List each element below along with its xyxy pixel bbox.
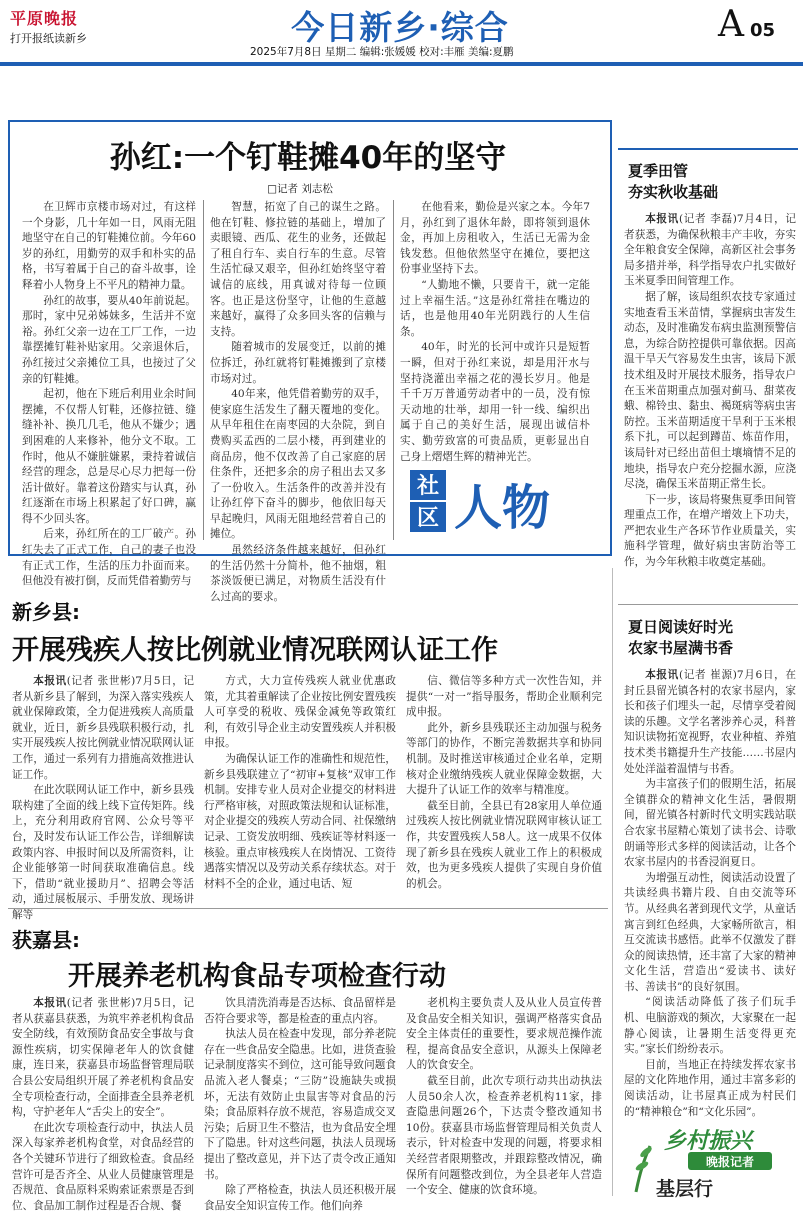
header-rule bbox=[0, 62, 803, 66]
paragraph: 方式，大力宣传残疾人就业优惠政策，尤其着重解读了企业按比例安置残疾人可享受的税收、残保金减免等政策红利，有效引导企业主动安置残疾人并积极申报。 bbox=[204, 675, 396, 750]
story2-col-3 bbox=[406, 674, 602, 892]
story3-title: 开展养老机构食品专项检查行动 bbox=[68, 961, 446, 992]
masthead-logo: 平原晚报 bbox=[10, 9, 79, 28]
feature-col-1 bbox=[22, 200, 196, 590]
side1-title-2: 夯实秋收基础 bbox=[628, 183, 719, 201]
story2-kicker: 新乡县: bbox=[12, 600, 80, 624]
page-number-letter: A bbox=[718, 4, 744, 45]
paragraph: 饮具清洗消毒是否达标、食品留样是否符合要求等，都是检查的重点内容。 bbox=[204, 997, 396, 1025]
rural-badge bbox=[630, 1122, 796, 1198]
paragraph-text: 7月4日，记者获悉，为确保秋粮丰产丰收，夯实全年粮食安全保障，高新区社会事务局多措并举，科学指导农户扎实做好玉米夏季田间管理工作。 bbox=[624, 213, 796, 288]
paragraph bbox=[624, 212, 796, 290]
feature-col-3 bbox=[400, 200, 590, 465]
story2-title: 开展残疾人按比例就业情况联网认证工作 bbox=[12, 635, 498, 666]
side2-title-1: 夏日阅读好时光 bbox=[628, 618, 734, 636]
paragraph: 40年来，他凭借着勤劳的双手，使家庭生活发生了翻天覆地的变化。从早年租住在南枣园的大杂院，到自费购买孟西的二层小楼，再到建业的商品房，他不仅改善了自己家庭的居住条件，还把多余的房子租出去又多了一份收入。生活条件的改善并没有让孙红停下奋斗的脚步，他依旧每天早起晚归，风雨无阻地经营着自己的摊位。 bbox=[210, 388, 386, 541]
page-number-digits: 05 bbox=[750, 20, 776, 41]
story2-col-2 bbox=[204, 674, 396, 892]
paragraph: 执法人员在检查中发现，部分养老院存在一些食品安全隐患。比如，进货查验记录制度落实不到位，这可能导致问题食品流入老人餐桌；“三防”设施缺失或损坏，无法有效防止虫鼠害等对食品的污染；食品原料存放不规范，容易造成交叉污染；后厨卫生不整洁，也为食品安全埋下了隐患。针对这些问题，执法人员现场提出了整改意见，并下达了责令改正通知书。 bbox=[204, 1028, 396, 1181]
dateline-tag: 本报讯 bbox=[645, 213, 679, 225]
reporter-note: (记者 崔源) bbox=[678, 669, 737, 681]
paragraph: 虽然经济条件越来越好，但孙红的生活仍然十分简朴，他不抽烟，粗茶淡饭便已满足，对物质生活没有什么过高的要求。 bbox=[210, 544, 386, 603]
reporter-note: (记者 张世彬) bbox=[66, 997, 136, 1009]
paragraph: 在他看来，勤俭是兴家之本。今年7月，孙红到了退休年龄，即将领到退休金，再加上房租收入，生活已无需为金钱发愁。但他依然坚守在摊位，要把这份事业坚持下去。 bbox=[400, 201, 590, 276]
dateline-tag: 本报讯 bbox=[33, 997, 67, 1009]
paragraph bbox=[624, 668, 796, 777]
story3-kicker: 获嘉县: bbox=[12, 928, 80, 952]
reporter-note: (记者 张世彬) bbox=[66, 675, 136, 687]
story3-col-3 bbox=[406, 996, 602, 1200]
paragraph bbox=[12, 996, 194, 1121]
paragraph: 在此次联网认证工作中，新乡县残联构建了全面的线上线下宣传矩阵。线上，充分利用政府官网、公众号等平台，及时发布认证工作公告，详细解读政策内容、申报时间以及所需资料，让企业能够第一时间获取准确信息。线下，借助“就业援助月”、招聘会等活动，通过展板展示、手册发放、现场讲解等 bbox=[12, 784, 194, 921]
paragraph: 在卫辉市京楼市场对过，有这样一个身影，几十年如一日，风雨无阻地坚守在自己的钉鞋摊位前。今年60岁的孙红，用勤劳的双手和朴实的品格，书写着属于自己的奋斗故事，诠释着小人物身上不平凡的精神力量。 bbox=[22, 201, 196, 291]
paragraph: 目前，当地正在持续发挥农家书屋的文化阵地作用，通过丰富多彩的阅读活动，让书屋真正成为村民们的“精神粮仓”和“文化乐园”。 bbox=[624, 1058, 796, 1118]
paragraph-text: 7月5日，记者从新乡县了解到，为深入落实残疾人就业保障政策，全力促进残疾人高质量就业，近日，新乡县残联积极行动，扎实开展残疾人按比例就业情况联网认证工作，通过一系列有力措施高效推进认证工作。 bbox=[12, 675, 195, 781]
story3-col-2 bbox=[204, 996, 396, 1212]
paragraph: 截至目前，此次专项行动共出动执法人员50余人次，检查养老机构11家，排查隐患问题26个，下达责令整改通知书10份。获嘉县市场监督管理局相关负责人表示，针对检查中发现的问题，将要求相关经营者限期整改，并跟踪整改情况，确保所有问题整改到位，为全县老年人营造一个安全、健康的饮食环境。 bbox=[406, 1074, 602, 1197]
paragraph: 智慧，拓宽了自己的谋生之路。他在钉鞋、修拉链的基础上，增加了卖眼镜、西瓜、花生的业务，还做起了租自行车、卖自行车的生意。尽管生活忙碌又艰辛，但孙红始终坚守着诚信的底线，用真诚对待每一位顾客。也正是这份坚守，让他的生意越来越好，赢得了众多回头客的信赖与支持。 bbox=[210, 201, 386, 338]
paragraph: 在此次专项检查行动中，执法人员深入每家养老机构食堂，对食品经营的各个关键环节进行了细致检查。食品经营许可是否齐全、从业人员健康管理是否规范、食品原料采购索证索票是否到位、食品加工制作过程是否合规、餐 bbox=[12, 1121, 194, 1212]
paragraph: 信、微信等多种方式一次性告知，并提供“一对一”指导服务，帮助企业顺利完成申报。 bbox=[406, 675, 602, 719]
column-rule bbox=[393, 200, 394, 540]
feature-col-2 bbox=[210, 200, 386, 605]
paragraph: 40年，时光的长河中或许只是短暂一瞬，但对于孙红来说，却是用汗水与坚持浇灌出幸福之花的漫长岁月。他是千千万万普通劳动者中的一员，没有惊天动地的壮举，却用一针一线、编织出属于自己的美好生活，展现出诚信朴实、勤劳致富的可贵品质，更彰显出自己身上熠熠生辉的精神光芒。 bbox=[400, 341, 590, 463]
section-divider bbox=[8, 908, 608, 909]
side-divider bbox=[612, 568, 613, 1196]
masthead-slogan: 打开报纸读新乡 bbox=[10, 32, 87, 45]
paragraph: 老机构主要负责人及从业人员宣传普及食品安全相关知识，强调严格落实食品安全主体责任的重要性，要求规范操作流程，提高食品安全意识，从源头上保障老人的饮食安全。 bbox=[406, 997, 602, 1072]
paragraph: 据了解，该局组织农技专家通过实地查看玉米苗情，掌握病虫害发生动态，及时准确发布病虫监测预警信息，为综合防控提供可靠依据。因高温干旱天气容易发生虫害，该局下派技术组及时开展技术服务，指导农户在玉米苗期重点加强对蓟马、甜菜夜蛾、棉铃虫、黏虫、褐斑病等病虫害防控。玉米苗期适度干旱利于玉米根系下扎，可以起到蹲苗、炼苗作用，该局针对已经出苗但土壤墒情不足的地块，指导农户充分挖掘水源，应浇尽浇，确保玉米苗期正常生长。 bbox=[624, 290, 796, 491]
badge-title: 乡村振兴 bbox=[664, 1128, 753, 1154]
side-rule bbox=[618, 604, 798, 605]
paragraph: 此外，新乡县残联还主动加强与税务等部门的协作，不断完善数据共享和协同机制。及时推送审核通过企业名单，定期核对企业缴纳残疾人就业保障金数据，大大提升了认证工作的效率与精准度。 bbox=[406, 721, 602, 797]
paragraph: 孙红的故事，要从40年前说起。那时，家中兄弟姊妹多，生活并不宽裕。孙红父亲一边在工厂工作，一边靠摆摊钉鞋补贴家用。父亲退休后，孙红接过父亲摊位工具，也接过了父亲的钉鞋摊。 bbox=[22, 294, 196, 385]
column-stamp-graphic bbox=[410, 466, 590, 536]
column-rule bbox=[203, 200, 204, 540]
side-rule bbox=[618, 148, 798, 150]
section-title: 今日新乡·综合 bbox=[291, 8, 509, 47]
issue-meta: 2025年7月8日 星期二 编辑:张媛媛 校对:丰雁 美编:夏鹏 bbox=[250, 46, 514, 58]
paragraph: 下一步，该局将聚焦夏季田间管理重点工作，在增产增效上下功夫，严把农业生产各环节作业质量关，实施科学管理，做好病虫害防治等工作，为今年秋粮丰收奠定基础。 bbox=[624, 493, 796, 569]
svg-text:人物: 人物 bbox=[454, 480, 551, 536]
svg-text:社: 社 bbox=[416, 474, 440, 499]
badge-subtitle: 晚报记者 bbox=[705, 1155, 754, 1169]
story2-col-1 bbox=[12, 674, 194, 924]
side2-body bbox=[624, 668, 796, 1118]
side1-body bbox=[624, 212, 796, 571]
column-stamp bbox=[410, 466, 590, 536]
paragraph-text: 7月6日，在封丘县留光镇各村的农家书屋内，家长和孩子们埋头一起，尽情享受着阅读的乐趣。文学名著涉养心灵，科普知识读物拓宽视野，农业种植、养殖技术类书籍提升生产技能……书屋内处处洋溢着温情与书香。 bbox=[624, 669, 796, 775]
paragraph: 为确保认证工作的准确性和规范性，新乡县残联建立了“初审+复核”双审工作机制。安排专业人员对企业提交的材料进行严格审核，对照政策法规和认证标准，对企业提交的残疾人劳动合同、社保缴纳记录、工资发放明细、残疾证等材料逐一核验。重点审核残疾人在岗情况、工资待遇落实情况以及劳动关系存续状态。对于材料不全的企业，通过电话、短 bbox=[204, 752, 396, 890]
feature-title: 孙红:一个钉鞋摊40年的坚守 bbox=[109, 140, 507, 176]
paragraph: 随着城市的发展变迁，以前的摊位拆迁，孙红就将钉鞋摊搬到了京楼市场对过。 bbox=[210, 341, 386, 385]
side1-title-1: 夏季田管 bbox=[628, 162, 689, 180]
paragraph: “人勤地不懒，只要肯干，就一定能过上幸福生活。”这是孙红常挂在嘴边的话，也是他用40年光阴践行的人生信条。 bbox=[400, 278, 590, 338]
paragraph: “阅读活动降低了孩子们玩手机、电脑游戏的频次，大家聚在一起静心阅读，让暑期生活变得更充实。”家长们纷纷表示。 bbox=[624, 996, 796, 1056]
paragraph-text: 7月5日，记者从获嘉县获悉，为筑牢养老机构食品安全防线，有效预防食品安全事故与食源性疾病，切实保障老年人的饮食健康，连日来，获嘉县市场监督管理局联合县公安局组织开展了养老机构食品安全专项检查行动，全面排查全县养老机构，守护老年人“舌尖上的安全”。 bbox=[12, 997, 195, 1119]
feature-byline: □记者 刘志松 bbox=[267, 183, 333, 195]
paragraph: 除了严格检查，执法人员还积极开展食品安全知识宣传工作。他们向养 bbox=[204, 1184, 396, 1212]
svg-text:区: 区 bbox=[416, 506, 440, 531]
dateline-tag: 本报讯 bbox=[645, 669, 679, 681]
badge-footer: 基层行 bbox=[656, 1178, 714, 1200]
paragraph: 起初，他在下班后利用业余时间摆摊，不仅帮人钉鞋，还修拉链、缝缝补补、换几几毛，他从不嫌少；遇到困难的人来修补，他分文不取。工作时，他从不嫌脏嫌累，秉持着诚信经营的理念，总是尽心尽力把每一份活计做好。靠着这份踏实与认真，孙红逐渐在市场上积累起了好口碑，赢得不少回头客。 bbox=[22, 388, 196, 525]
paragraph: 为增强互动性，阅读活动设置了共读经典书籍片段、自由交流等环节。从经典名著到现代文学，从童话寓言到红色经典，大家畅所欲言，相互交流读书感悟。此举不仅激发了群众的阅读热情，还丰富了大家的精神文化生活，营造出“爱读书、读好书、善读书”的良好氛围。 bbox=[624, 871, 796, 993]
reporter-note: (记者 李磊) bbox=[678, 213, 737, 225]
side2-title-2: 农家书屋满书香 bbox=[628, 639, 734, 657]
paragraph: 截至目前，全县已有28家用人单位通过残疾人按比例就业情况联网审核认证工作，共安置残疾人58人。这一成果不仅体现了新乡县在残疾人就业工作上的积极成效，也为更多残疾人提供了实现自身价值的机会。 bbox=[406, 799, 602, 890]
paragraph bbox=[12, 674, 194, 783]
story3-col-1 bbox=[12, 996, 195, 1212]
paragraph: 为丰富孩子们的假期生活，拓展全镇群众的精神文化生活，暑假期间，留光镇各村新时代文明实践站联合农家书屋精心策划了读书会、诗歌朗诵等形式多样的阅读活动，让各个农家书屋内的书香浸润夏日。 bbox=[624, 778, 796, 869]
dateline-tag: 本报讯 bbox=[33, 675, 67, 687]
paragraph: 后来，孙红所在的工厂破产。孙红失去了正式工作，自己的妻子也没有正式工作，生活的压力扑面而来。但他没有被打倒，反而凭借着勤劳与 bbox=[22, 528, 196, 588]
